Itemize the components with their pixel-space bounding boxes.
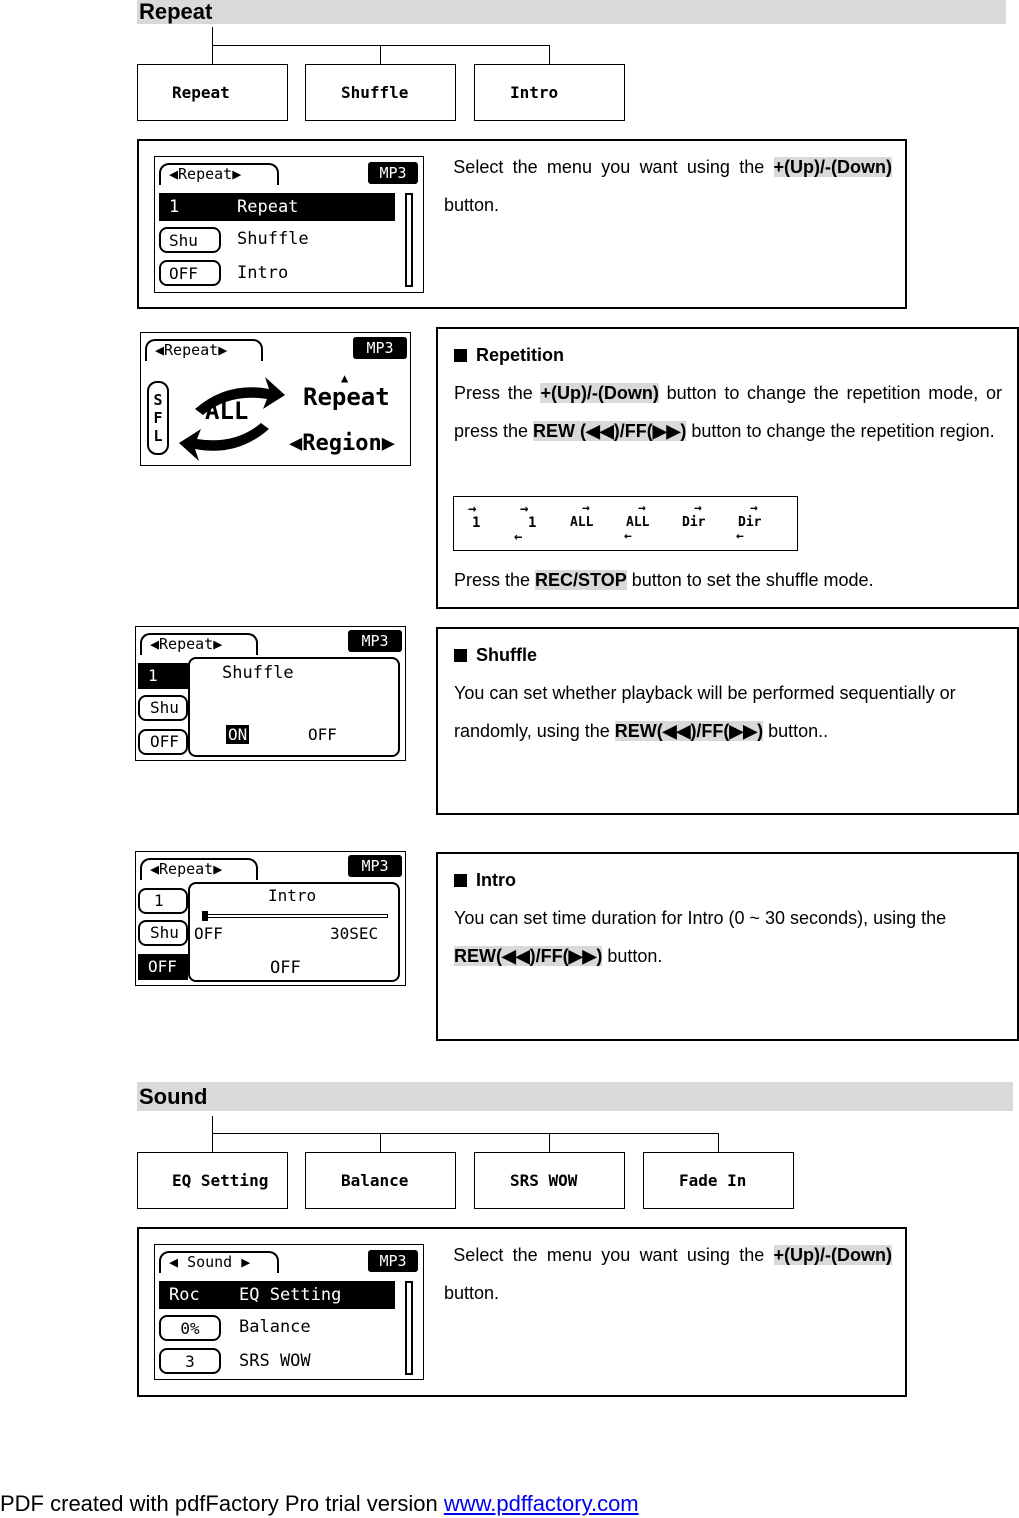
lcd-intro-screen (135, 851, 406, 986)
mode-icon: → Dir ← (736, 501, 762, 544)
mp3-badge (353, 337, 407, 359)
screen-line-1: Repeat (303, 383, 390, 411)
mp3-badge (368, 162, 418, 184)
repeat-select-text (444, 148, 892, 224)
option-off: OFF (308, 725, 337, 744)
text: Select the menu you want using the (453, 157, 774, 177)
key-label: +(Up)/-(Down) (773, 1245, 892, 1265)
badge-label: MP3 (361, 857, 389, 875)
repeat-mode-label: ALL (205, 397, 249, 425)
dialog-heading: Intro (268, 886, 317, 905)
lcd-row-value-box (159, 227, 221, 253)
row-value: 0% (180, 1319, 200, 1338)
lcd-tab: ◀Repeat▶ (140, 858, 258, 880)
slider-min-label: OFF (194, 924, 223, 943)
lcd-tab: ◀ Sound ▶ (159, 1251, 279, 1273)
lcd-tab-label: Repeat (164, 341, 219, 359)
repetition-paragraph (454, 374, 1002, 450)
section-header-sound (137, 1082, 1013, 1111)
lcd-row-selected (159, 193, 395, 221)
option-on: ON (228, 725, 248, 744)
section-title: Sound (139, 1084, 208, 1109)
text: Press the (454, 570, 536, 590)
tree-line (212, 27, 213, 65)
title-text: Intro (476, 870, 516, 890)
mode-icon: → ALL ← (624, 501, 650, 544)
mode-icon: → 1 ← (514, 501, 537, 545)
lcd-tab-label: Sound (187, 1253, 233, 1271)
tab-label: Shuffle (341, 83, 409, 102)
lcd-row-selected (159, 1281, 395, 1309)
sound-select-text (444, 1236, 892, 1312)
lcd-sound-menu-screen (154, 1244, 424, 1380)
footer-text: PDF created with pdfFactory Pro trial version (0, 1491, 444, 1516)
title-text: Shuffle (476, 645, 537, 665)
intro-paragraph (454, 899, 999, 975)
repetition-paragraph-2 (454, 561, 874, 599)
indicator-label: SFL (149, 391, 167, 445)
row-value: OFF (169, 264, 198, 283)
lcd-row-value-box (138, 888, 188, 914)
menu-tab-eq-setting (137, 1152, 288, 1209)
row-label: Balance (239, 1317, 311, 1337)
text: button. (602, 946, 663, 966)
section-header-repeat (137, 0, 1006, 24)
text: You can set time duration for Intro (0 ~ 30 seconds), using the (454, 908, 947, 928)
pdffactory-link[interactable]: www.pdffactory.com (443, 1491, 639, 1516)
key-label: +(Up)/-(Down) (540, 383, 659, 403)
shuffle-paragraph (454, 674, 984, 750)
badge-label: MP3 (366, 339, 394, 357)
key-label: REW (◀◀)/FF(▶▶) (533, 421, 687, 441)
text: button. (444, 195, 500, 215)
text: button to set the shuffle mode. (626, 570, 874, 590)
lcd-row-selected (138, 663, 188, 689)
repetition-title (454, 336, 564, 374)
row-value: 1 (148, 666, 158, 685)
tree-line (380, 45, 381, 65)
lcd-row-value-box (159, 1315, 221, 1341)
lcd-row-selected (138, 954, 188, 980)
up-triangle-icon: ▲ (341, 371, 349, 385)
tree-line (718, 1133, 719, 1153)
row-value: Shu (169, 231, 198, 250)
row-value: 3 (185, 1352, 195, 1371)
lcd-row-value-box (138, 920, 188, 946)
tree-line (212, 1116, 213, 1153)
mp3-badge (348, 855, 402, 877)
mode-icon: → 1 (468, 501, 481, 531)
tab-label: SRS WOW (510, 1171, 578, 1190)
lcd-row-value-box (159, 1348, 221, 1374)
section-title: Repeat (139, 0, 213, 24)
mode-icon: → Dir (682, 501, 706, 530)
badge-label: MP3 (379, 164, 407, 182)
tree-line (212, 1133, 718, 1134)
tab-label: Repeat (172, 83, 230, 102)
mode-label: ALL (570, 515, 594, 530)
menu-tab-shuffle (305, 64, 456, 121)
bullet-square-icon (454, 649, 467, 662)
dialog-heading: Shuffle (222, 663, 294, 683)
lcd-tab: ◀Repeat▶ (140, 633, 258, 655)
text: button. (444, 1283, 500, 1303)
menu-tab-srs-wow (474, 1152, 625, 1209)
key-label: REW(◀◀)/FF(▶▶) (454, 946, 603, 966)
text: button to change the repetition region. (686, 421, 995, 441)
lcd-tab-label: Repeat (178, 165, 233, 183)
key-label: REW(◀◀)/FF(▶▶) (614, 721, 764, 741)
row-value: 1 (154, 891, 164, 910)
lcd-tab-label: Repeat (159, 635, 214, 653)
mode-icon: → ALL (570, 501, 594, 530)
badge-label: MP3 (361, 632, 389, 650)
tree-line (549, 1133, 550, 1153)
key-label: REC/STOP (535, 570, 627, 590)
mode-label: Dir (682, 515, 706, 530)
row-value: Shu (150, 698, 179, 717)
intro-dialog (188, 882, 400, 982)
lcd-row-value-box (159, 260, 221, 286)
title-text: Repetition (476, 345, 564, 365)
shuffle-title (454, 636, 537, 674)
mode-label: 1 (472, 515, 481, 531)
tab-label: Balance (341, 1171, 409, 1190)
row-label: Repeat (237, 197, 299, 217)
text: button.. (763, 721, 829, 741)
row-label: Intro (237, 263, 289, 283)
region-line: ◀Region▶ (289, 431, 395, 456)
bullet-square-icon (454, 874, 467, 887)
tab-label: Fade In (679, 1171, 747, 1190)
mode-label: Dir (738, 515, 762, 530)
bullet-square-icon (454, 349, 467, 362)
menu-tab-intro (474, 64, 625, 121)
shuffle-dialog (188, 657, 400, 757)
mode-label: ALL (626, 515, 650, 530)
text: Press the (454, 383, 541, 403)
row-value: OFF (150, 732, 179, 751)
menu-tab-balance (305, 1152, 456, 1209)
row-value: OFF (148, 957, 177, 976)
row-label: Shuffle (237, 229, 309, 249)
text: Select the menu you want using the (453, 1245, 774, 1265)
scrollbar (405, 1281, 413, 1375)
row-label: SRS WOW (239, 1351, 311, 1371)
slider-value: OFF (270, 958, 301, 978)
lcd-row-value-box (138, 695, 188, 721)
intro-title (454, 861, 516, 899)
key-label: +(Up)/-(Down) (773, 157, 892, 177)
lcd-repeat-menu-screen (154, 156, 424, 293)
slider-max-label: 30SEC (330, 924, 379, 943)
mode-label: 1 (528, 515, 537, 531)
intro-slider-thumb (202, 911, 208, 921)
tab-label: EQ Setting (172, 1171, 269, 1190)
lcd-tab-label: Repeat (159, 860, 214, 878)
badge-label: MP3 (379, 1252, 407, 1270)
screen-line-2: Region (302, 431, 382, 456)
lcd-repetition-screen (140, 332, 411, 466)
mp3-badge (348, 630, 402, 652)
menu-tab-fade-in (643, 1152, 794, 1209)
row-label: EQ Setting (239, 1285, 342, 1305)
lcd-shuffle-screen (135, 626, 406, 761)
repeat-modes-strip (453, 496, 798, 551)
tree-line (380, 1133, 381, 1153)
row-value: Shu (150, 923, 179, 942)
row-value: Roc (169, 1285, 200, 1305)
shuffle-indicator (147, 381, 169, 455)
text: button to change the repetition mode, or press the (454, 383, 1002, 441)
tab-label: Intro (510, 83, 559, 102)
lcd-row-value-box (138, 729, 188, 755)
lcd-tab: ◀Repeat▶ (145, 339, 263, 361)
row-value: 1 (169, 197, 180, 217)
menu-tab-repeat (137, 64, 288, 121)
pdf-footer (0, 1491, 1000, 1517)
scrollbar (405, 193, 413, 287)
mp3-badge (368, 1250, 418, 1272)
intro-slider-track (204, 914, 388, 918)
text: You can set whether playback will be performed sequentially or randomly, using the (454, 683, 956, 741)
tree-line (549, 45, 550, 65)
lcd-tab: ◀Repeat▶ (159, 163, 279, 185)
